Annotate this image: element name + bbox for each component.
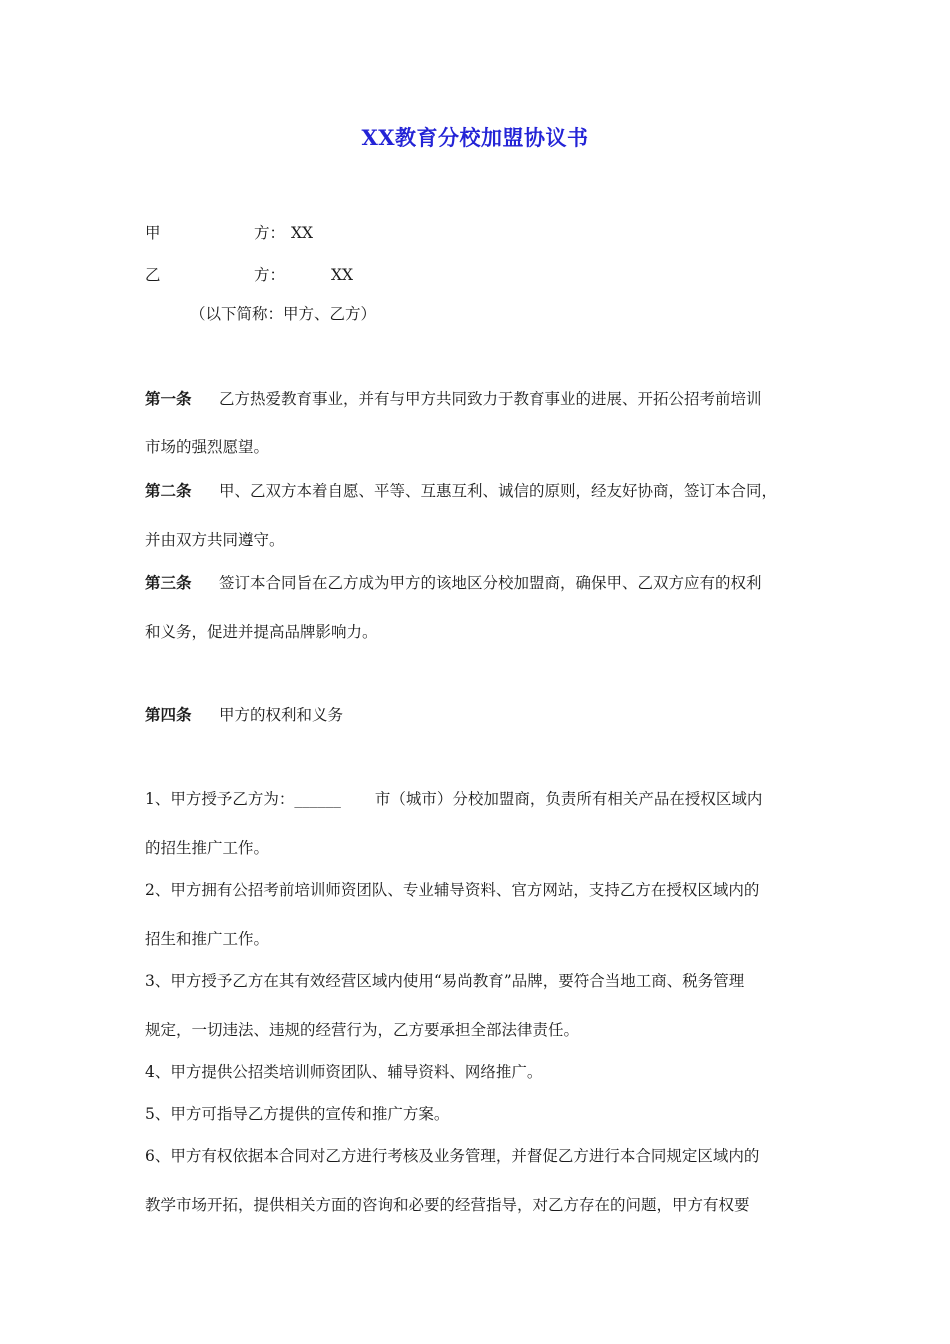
item-5: 5、甲方可指导乙方提供的宣传和推广方案。	[145, 1105, 450, 1123]
article-1-cont: 市场的强烈愿望。	[145, 438, 270, 456]
party-a-fang: 方：	[254, 224, 286, 242]
article-2	[145, 481, 777, 501]
article-1-text: 乙方热爱教育事业，并有与甲方共同致力于教育事业的进展、开拓公招考前培训	[219, 390, 762, 408]
party-b-label: 乙	[145, 266, 161, 284]
party-a-value: XX	[291, 224, 314, 242]
article-1	[145, 389, 762, 409]
article-3-label: 第三条	[145, 573, 192, 592]
article-4-label: 第四条	[145, 705, 192, 724]
article-1-label: 第一条	[145, 389, 192, 408]
item-6: 6、甲方有权依据本合同对乙方进行考核及业务管理，并督促乙方进行本合同规定区域内的	[145, 1147, 760, 1165]
party-a-line	[254, 221, 313, 243]
item-2: 2、甲方拥有公招考前培训师资团队、专业辅导资料、官方网站，支持乙方在授权区域内的	[145, 881, 760, 899]
abbrev-note: （以下简称：甲方、乙方）	[190, 305, 377, 323]
party-b-fang: 方：	[254, 266, 286, 284]
item-3-cont: 规定，一切违法、违规的经营行为，乙方要承担全部法律责任。	[145, 1021, 580, 1039]
article-3-cont: 和义务，促进并提高品牌影响力。	[145, 623, 378, 641]
item-6-cont: 教学市场开拓，提供相关方面的咨询和必要的经营指导，对乙方存在的问题，甲方有权要	[145, 1196, 750, 1214]
document-title: XX教育分校加盟协议书	[361, 125, 589, 150]
item-1-cont: 的招生推广工作。	[145, 839, 270, 857]
article-3-text: 签订本合同旨在乙方成为甲方的该地区分校加盟商，确保甲、乙双方应有的权利	[219, 574, 762, 592]
item-2-cont: 招生和推广工作。	[145, 930, 270, 948]
item-4: 4、甲方提供公招类培训师资团队、辅导资料、网络推广。	[145, 1063, 543, 1081]
party-b-line	[254, 263, 353, 285]
item-3: 3、甲方授予乙方在其有效经营区域内使用“易尚教育”品牌，要符合当地工商、税务管理	[145, 972, 745, 990]
article-2-cont: 并由双方共同遵守。	[145, 531, 285, 549]
item-1	[145, 789, 762, 809]
article-2-text: 甲、乙双方本着自愿、平等、互惠互利、诚信的原则，经友好协商，签订本合同，	[219, 482, 778, 500]
item-1-prefix: 1、甲方授予乙方为：	[145, 790, 295, 808]
article-2-label: 第二条	[145, 481, 192, 500]
item-1-rest: 市（城市）分校加盟商，负责所有相关产品在授权区域内	[374, 790, 763, 808]
article-3	[145, 573, 762, 593]
item-1-blank: ______	[294, 790, 341, 808]
party-a-label: 甲	[145, 224, 161, 242]
article-4	[145, 705, 343, 725]
party-b-value: XX	[331, 266, 354, 284]
article-4-text: 甲方的权利和义务	[219, 706, 344, 724]
